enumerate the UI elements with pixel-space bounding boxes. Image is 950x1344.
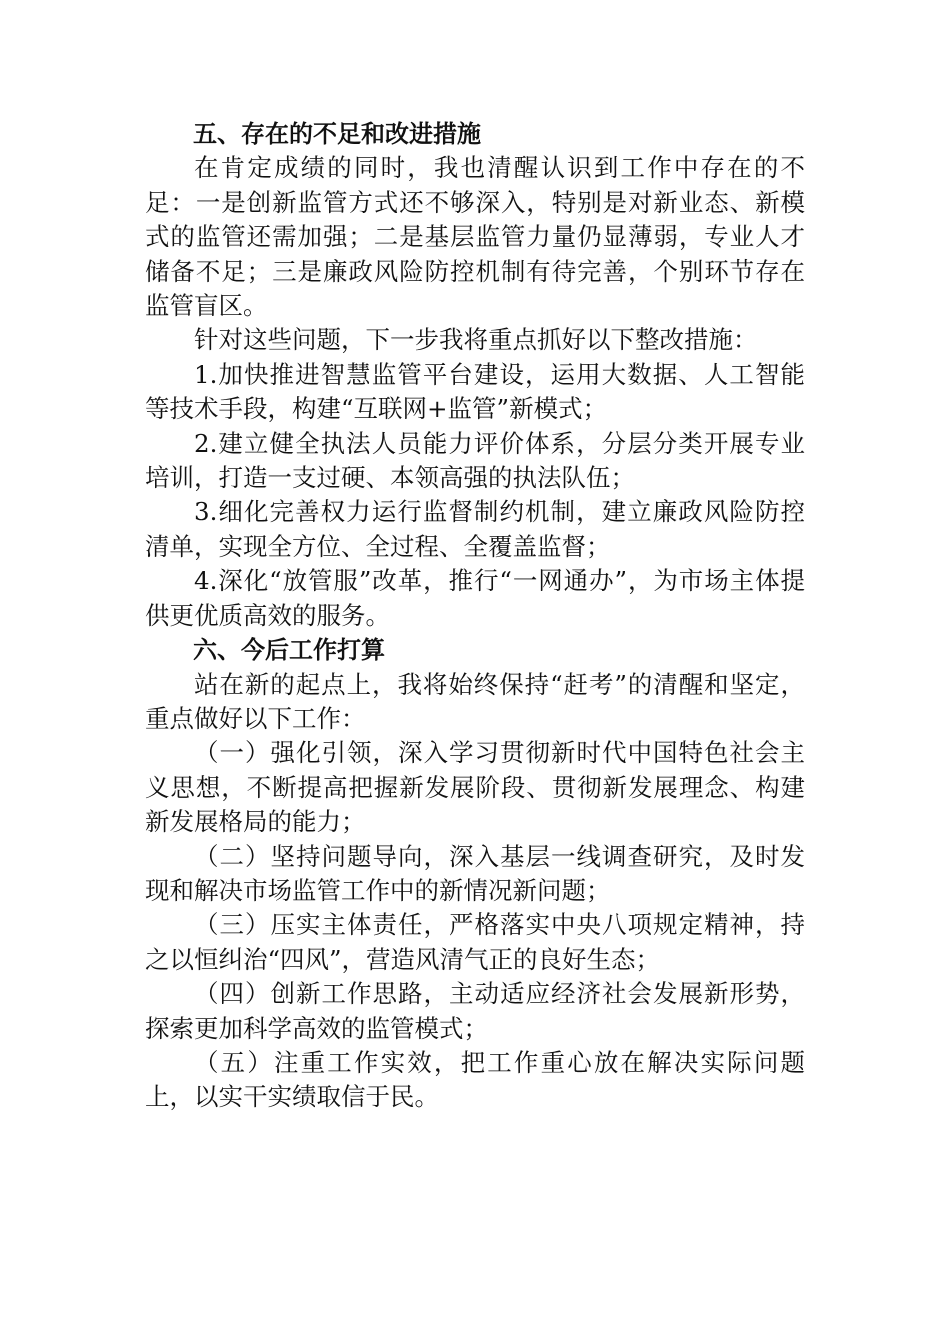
measure-item-3: 3.细化完善权力运行监督制约机制，建立廉政风险防控清单，实现全方位、全过程、全覆盖监督； bbox=[145, 497, 805, 561]
measure-item-1: 1.加快推进智慧监管平台建设，运用大数据、人工智能等技术手段，构建“互联网+监管”新模式； bbox=[145, 359, 805, 424]
plan-item-2: （二）坚持问题导向，深入基层一线调查研究，及时发现和解决市场监管工作中的新情况新问题； bbox=[145, 841, 805, 905]
section-5-paragraph-measures-intro: 针对这些问题，下一步我将重点抓好以下整改措施： bbox=[194, 325, 758, 355]
plan-item-5: （五）注重工作实效，把工作重心放在解决实际问题上，以实干实绩取信于民。 bbox=[145, 1047, 805, 1112]
plan-item-3: （三）压实主体责任，严格落实中央八项规定精神，持之以恒纠治“四风”，营造风清气正的良好生态； bbox=[145, 910, 805, 974]
section-6-paragraph-intro: 站在新的起点上，我将始终保持“赶考”的清醒和坚定，重点做好以下工作： bbox=[145, 669, 805, 733]
measure-item-4: 4.深化“放管服”改革，推行“一网通办”，为市场主体提供更优质高效的服务。 bbox=[145, 566, 805, 630]
section-5-paragraph-shortcomings: 在肯定成绩的同时，我也清醒认识到工作中存在的不足：一是创新监管方式还不够深入，特别是对新业态、新模式的监管还需加强；二是基层监管力量仍显薄弱，专业人才储备不足；三是廉政风险防控机制有待完善，个别环节存在监管盲区。 bbox=[145, 153, 805, 321]
measure-item-2: 2.建立健全执法人员能力评价体系，分层分类开展专业培训，打造一支过硬、本领高强的执法队伍； bbox=[145, 428, 805, 493]
section-6-heading: 六、今后工作打算 bbox=[193, 636, 385, 665]
document-page bbox=[145, 117, 805, 1115]
plan-item-1: （一）强化引领，深入学习贯彻新时代中国特色社会主义思想，不断提高把握新发展阶段、贯彻新发展理念、构建新发展格局的能力； bbox=[145, 738, 805, 837]
section-5-heading: 五、存在的不足和改进措施 bbox=[193, 120, 481, 148]
plan-item-4: （四）创新工作思路，主动适应经济社会发展新形势，探索更加科学高效的监管模式； bbox=[145, 979, 805, 1043]
